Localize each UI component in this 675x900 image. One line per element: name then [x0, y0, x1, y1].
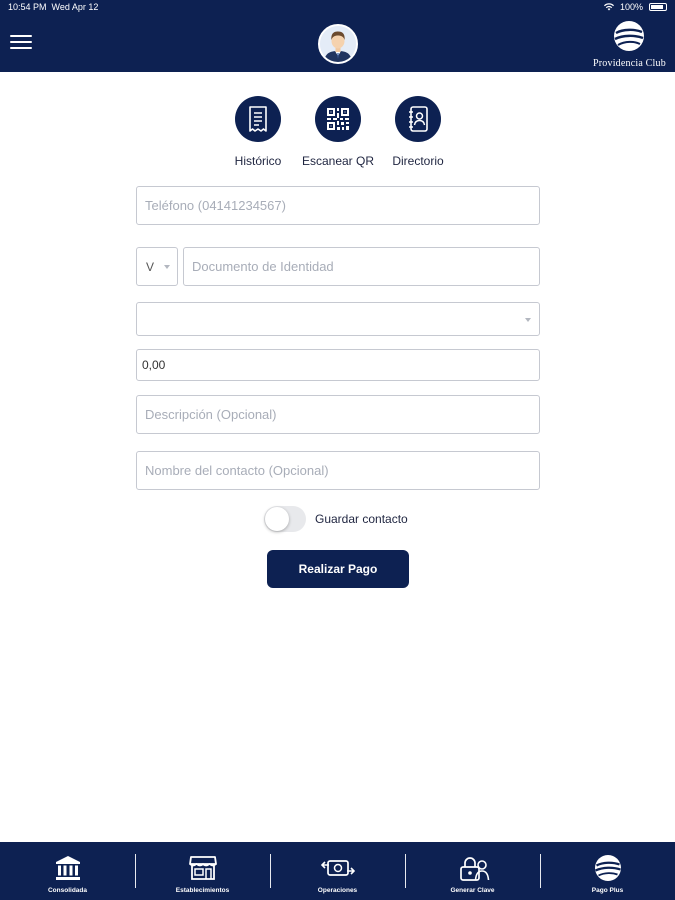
- quick-action-label: Directorio: [392, 154, 444, 168]
- tab-pago-plus[interactable]: [540, 842, 675, 900]
- tab-label: Establecimientos: [175, 887, 230, 894]
- quick-action-escanear-qr[interactable]: [300, 96, 376, 174]
- tab-operaciones[interactable]: [270, 842, 405, 900]
- tab-label: Pago Plus: [591, 887, 624, 894]
- tab-label: Operaciones: [317, 887, 358, 894]
- lock-user-icon: [456, 854, 490, 882]
- wifi-icon: [604, 3, 614, 11]
- bank-icon: [55, 855, 81, 881]
- storefront-icon: [189, 855, 217, 881]
- battery-percent: 100%: [619, 2, 643, 12]
- status-bar: [0, 0, 675, 14]
- receipt-icon: [247, 106, 269, 132]
- battery-icon: [649, 3, 667, 11]
- phone-input[interactable]: [136, 186, 540, 225]
- id-number-input[interactable]: [183, 247, 540, 286]
- tab-label: Generar Clave: [450, 887, 495, 894]
- brand-logo: [593, 20, 665, 70]
- app-header: [0, 14, 675, 72]
- qr-code-icon: [326, 107, 350, 131]
- quick-action-historico[interactable]: [220, 96, 296, 174]
- tab-establecimientos[interactable]: [135, 842, 270, 900]
- status-time: 10:54 PM Wed Apr 12: [8, 2, 99, 12]
- quick-action-label: Escanear QR: [301, 154, 375, 168]
- description-input[interactable]: [136, 395, 540, 434]
- chevron-down-icon: [164, 265, 170, 269]
- tab-generar-clave[interactable]: [405, 842, 540, 900]
- bottom-tab-bar: [0, 842, 675, 900]
- quick-action-directorio[interactable]: [380, 96, 456, 174]
- globe-logo-icon: [594, 854, 622, 882]
- submit-payment-button[interactable]: Realizar Pago: [267, 550, 409, 588]
- globe-logo-icon: [613, 20, 645, 52]
- status-right: [604, 2, 667, 12]
- save-contact-label: Guardar contacto: [315, 512, 408, 526]
- id-type-select[interactable]: [136, 247, 178, 286]
- contact-name-input[interactable]: [136, 451, 540, 490]
- amount-input[interactable]: [136, 349, 540, 381]
- brand-name: Providencia Club: [593, 58, 666, 69]
- user-avatar-icon[interactable]: [318, 24, 358, 64]
- chevron-down-icon: [525, 318, 531, 322]
- tab-label: Consolidada: [47, 887, 87, 894]
- save-contact-row: [264, 505, 408, 533]
- hamburger-icon[interactable]: [10, 35, 32, 51]
- address-book-icon: [407, 106, 429, 132]
- tab-consolidada[interactable]: [0, 842, 135, 900]
- id-type-value: V: [146, 260, 155, 274]
- quick-action-label: Histórico: [234, 154, 282, 168]
- save-contact-toggle[interactable]: [264, 506, 306, 532]
- money-transfer-icon: [321, 856, 355, 880]
- quick-actions: [220, 96, 456, 174]
- bank-select[interactable]: [136, 302, 540, 336]
